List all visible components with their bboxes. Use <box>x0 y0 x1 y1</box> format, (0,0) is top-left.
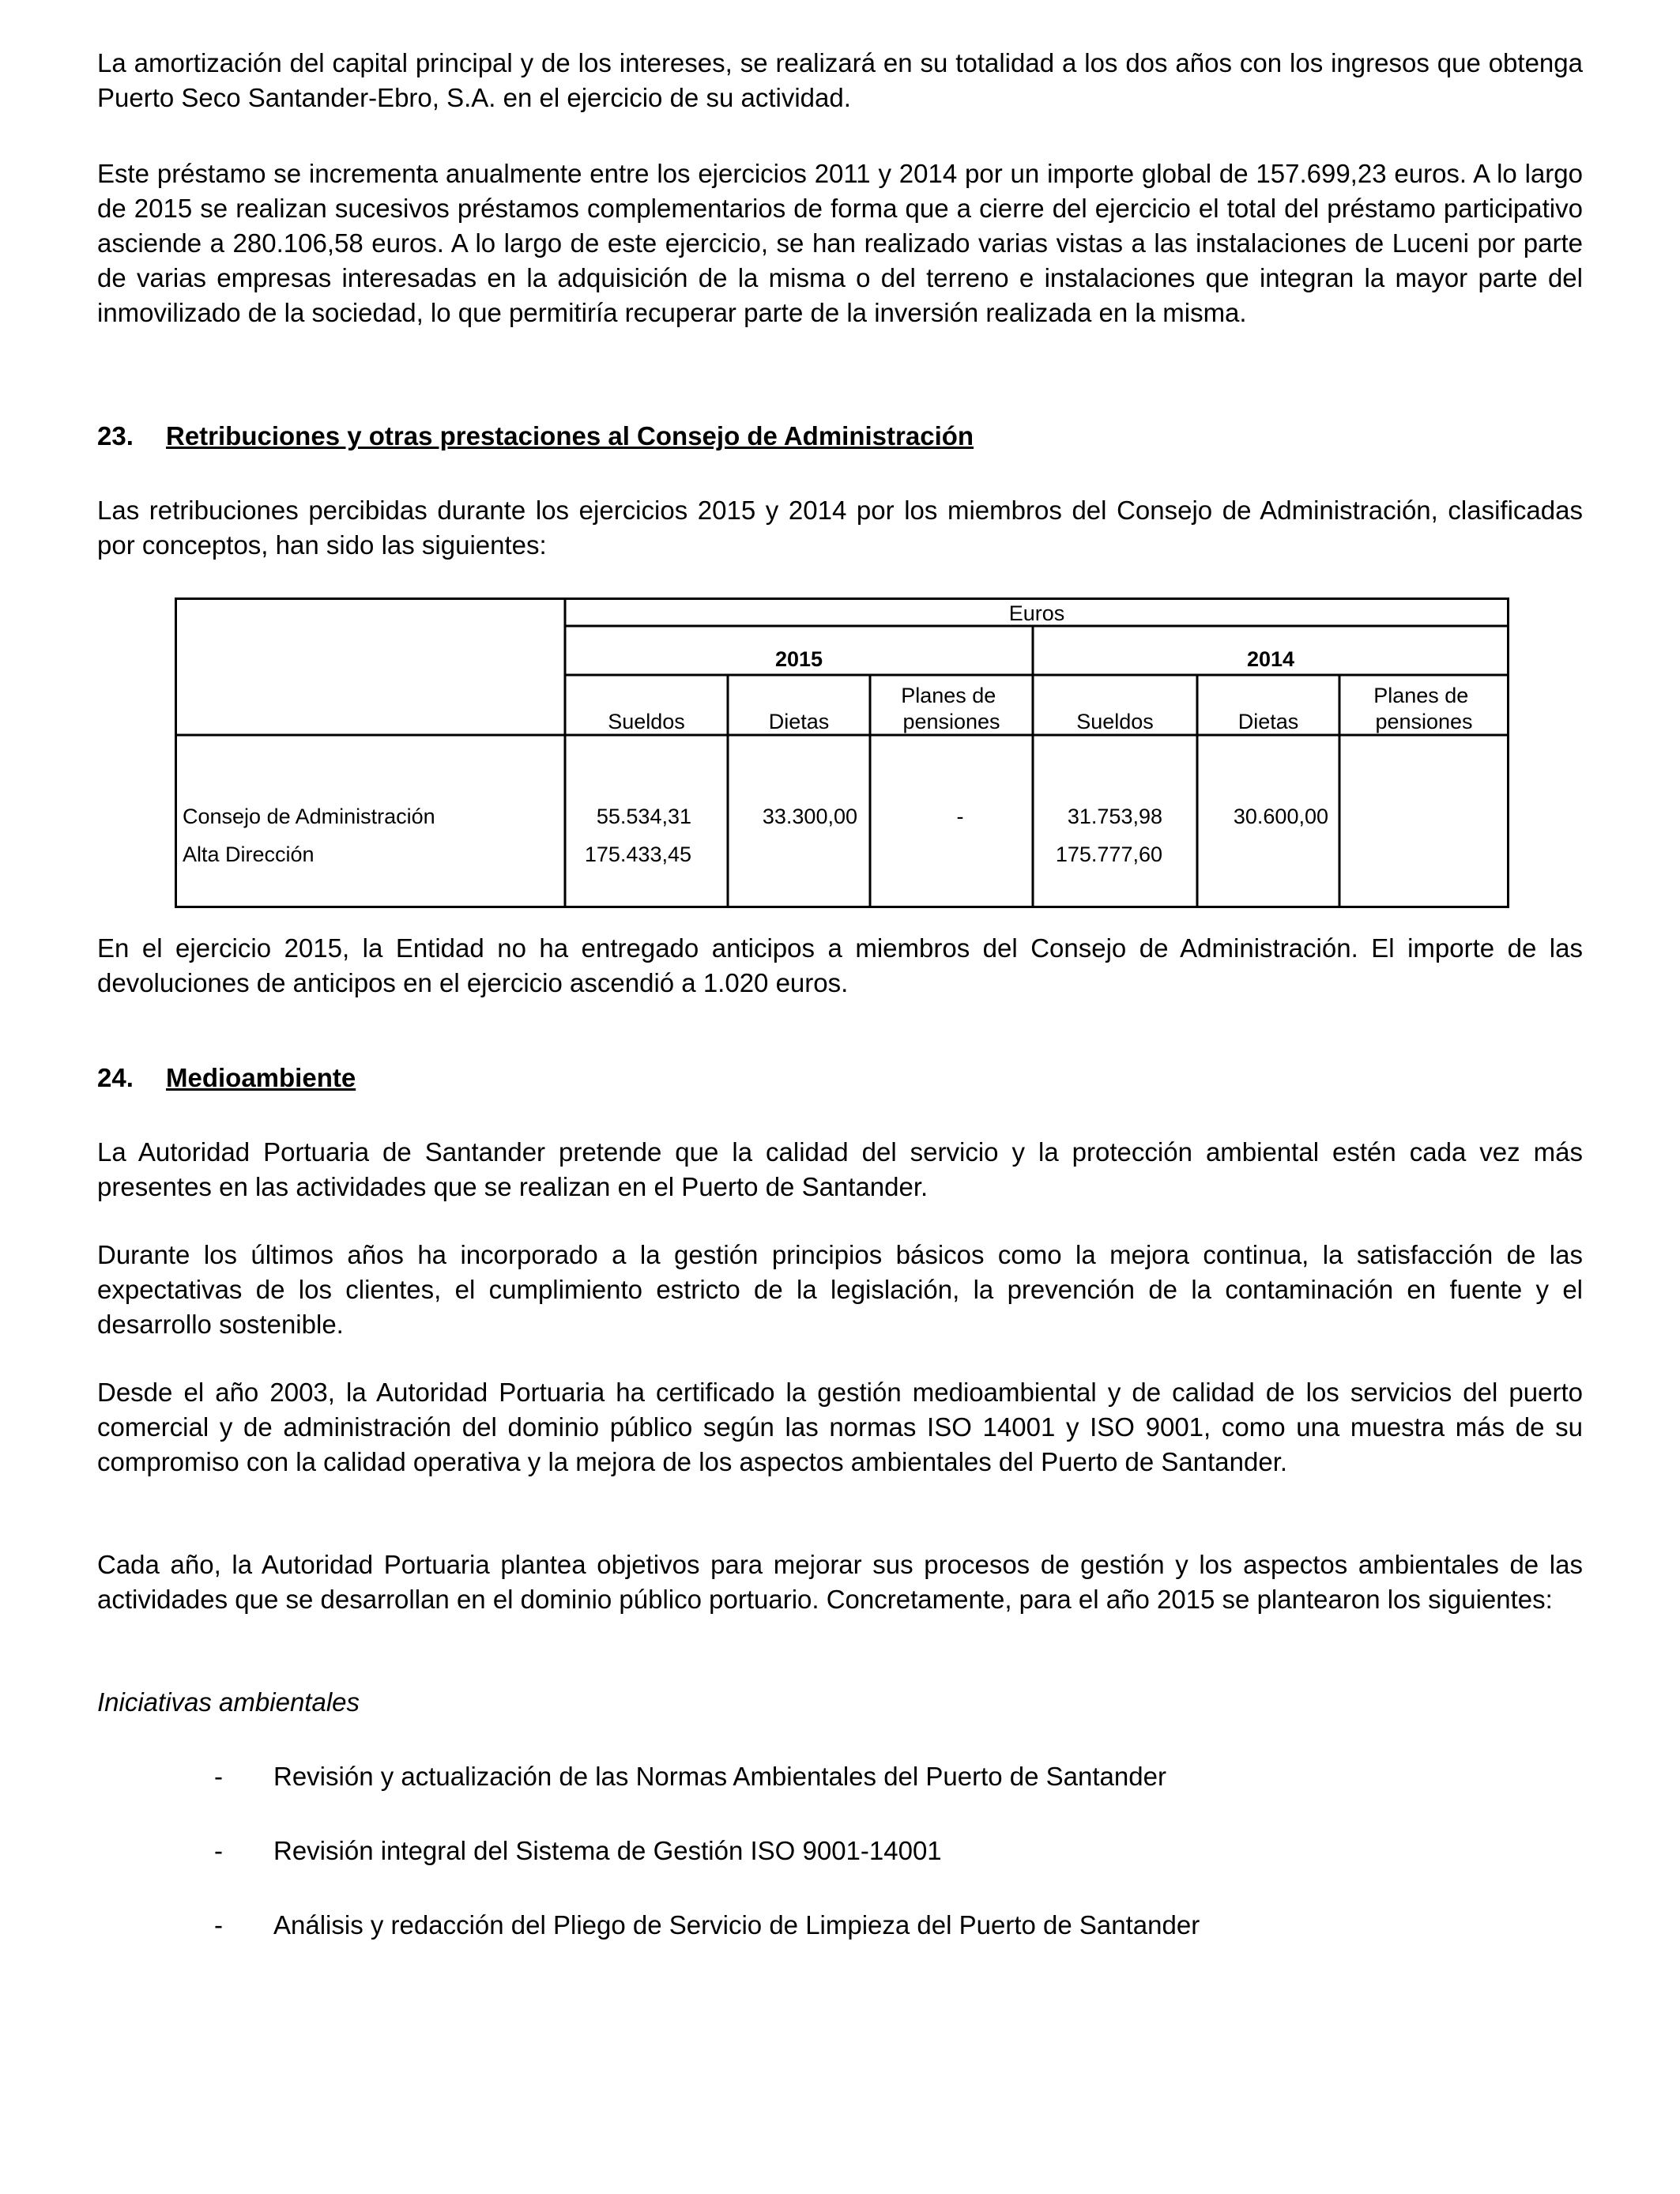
planes-2015-line-1: Planes de <box>901 684 996 707</box>
row-label-alta-direccion: Alta Dirección <box>183 843 315 866</box>
row-alta-sueldos-2015: 175.433,45 <box>584 843 691 866</box>
col-header-sueldos-2015: Sueldos <box>608 710 685 733</box>
table-year-2015: 2015 <box>774 647 823 671</box>
section-24-paragraph-1: La Autoridad Portuaria de Santander pretende que la calidad del servicio y la protección ambiental estén cada vez más presentes en las actividades que se realizan en el Puerto de Santander. <box>97 1137 1583 1201</box>
bullet-dash-3: - <box>214 1910 223 1940</box>
planes-2014-line-2: pensiones <box>1375 710 1473 733</box>
col-header-planes-2014 <box>1373 684 1475 733</box>
section-24-heading <box>97 1061 1583 1095</box>
section-24-number: 24. <box>97 1063 134 1092</box>
col-header-dietas-2015: Dietas <box>768 710 830 733</box>
row-consejo-planes-2015: - <box>956 805 964 828</box>
intro-paragraph-1: La amortización del capital principal y de los intereses, se realizará en su totalidad a los dos años con los ingresos que obtenga Puerto Seco Santander-Ebro, S.A. en el ejercicio de su actividad. <box>97 48 1583 112</box>
bullet-text-2: Revisión integral del Sistema de Gestión ISO 9001-14001 <box>273 1836 942 1865</box>
bullet-text-3: Análisis y redacción del Pliego de Servicio de Limpieza del Puerto de Santander <box>273 1910 1200 1940</box>
intro-paragraph-2: Este préstamo se incrementa anualmente entre los ejercicios 2011 y 2014 por un importe global de 157.699,23 euros. A lo largo de 2015 se realizan sucesivos préstamos complementarios de forma que a cierre del ejercicio el total del préstamo participativo asciende a 280.106,58 euros. A lo largo de este ejercicio, se han realizado varias vistas a las instalaciones de Luceni por parte de varias empresas interesadas en la adquisición de la misma o del terreno e instalaciones que integran la mayor parte del inmovilizado de la sociedad, lo que permitiría recuperar parte de la inversión realizada en la misma. <box>97 159 1583 327</box>
bullet-dash-1: - <box>214 1762 223 1791</box>
col-header-planes-2015 <box>901 684 1002 733</box>
section-24-paragraph-2: Durante los últimos años ha incorporado a la gestión principios básicos como la mejora continua, la satisfacción de las expectativas de los clientes, el cumplimiento estricto de la legislación, la prevención de la contaminación en fuente y el desarrollo sostenible. <box>97 1240 1583 1339</box>
subheading-iniciativas: Iniciativas ambientales <box>97 1687 360 1717</box>
row-alta-sueldos-2014: 175.777,60 <box>1055 843 1162 866</box>
section-24-title: Medioambiente <box>166 1063 356 1092</box>
planes-2014-line-1: Planes de <box>1373 684 1469 707</box>
bullet-text-1: Revisión y actualización de las Normas Ambientales del Puerto de Santander <box>273 1762 1166 1791</box>
section-23-paragraph-2: En el ejercicio 2015, la Entidad no ha entregado anticipos a miembros del Consejo de Administración. El importe de las devoluciones de anticipos en el ejercicio ascendió a 1.020 euros. <box>97 933 1583 997</box>
table-border <box>176 599 1509 907</box>
col-header-dietas-2014: Dietas <box>1237 710 1299 733</box>
planes-2015-line-2: pensiones <box>902 710 1000 733</box>
row-consejo-dietas-2014: 30.600,00 <box>1233 805 1328 828</box>
bullet-dash-2: - <box>214 1836 223 1865</box>
table-year-2014: 2014 <box>1246 647 1295 671</box>
section-23-number: 23. <box>97 421 134 450</box>
row-consejo-dietas-2015: 33.300,00 <box>762 805 857 828</box>
row-consejo-sueldos-2014: 31.753,98 <box>1067 805 1162 828</box>
section-24-paragraph-4: Cada año, la Autoridad Portuaria plantea objetivos para mejorar sus procesos de gestión y los aspectos ambientales de las actividades que se desarrollan en el dominio público portuario. Concretamente, para el año 2015 se plantearon los siguientes: <box>97 1550 1583 1614</box>
section-23-heading <box>97 419 1583 454</box>
remuneration-table <box>175 598 1510 909</box>
section-24-paragraph-3: Desde el año 2003, la Autoridad Portuaria ha certificado la gestión medioambiental y de calidad de los servicios del puerto comercial y de administración del dominio público según las normas ISO 14001 y ISO 9001, como una muestra más de su compromiso con la calidad operativa y la mejora de los aspectos ambientales del Puerto de Santander. <box>97 1378 1583 1476</box>
col-header-sueldos-2014: Sueldos <box>1076 710 1154 733</box>
row-consejo-sueldos-2015: 55.534,31 <box>596 805 691 828</box>
table-currency: Euros <box>1008 601 1065 625</box>
section-23-title: Retribuciones y otras prestaciones al Consejo de Administración <box>166 421 974 450</box>
section-23-paragraph-1: Las retribuciones percibidas durante los ejercicios 2015 y 2014 por los miembros del Consejo de Administración, clasificadas por conceptos, han sido las siguientes: <box>97 496 1583 560</box>
row-label-consejo: Consejo de Administración <box>183 805 435 828</box>
